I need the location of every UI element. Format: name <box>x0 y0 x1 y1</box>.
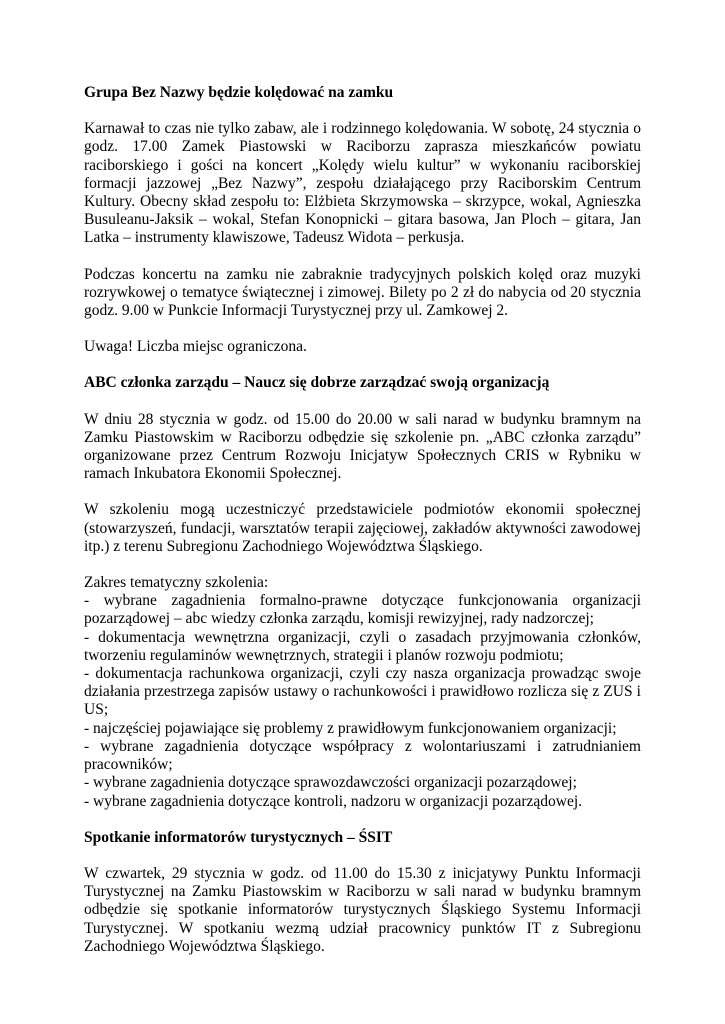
paragraph: Podczas koncertu na zamku nie zabraknie tradycyjnych polskich kolęd oraz muzyki rozrywkowej o tematyce świątecznej i zimowej. Bilety po 2 zł do nabycia od 20 stycznia godz. 9.00 w Punkcie Informacji Turystycznej przy ul. Zamkowej 2. <box>84 265 641 320</box>
section-heading: Grupa Bez Nazwy będzie kolędować na zamku <box>84 84 394 101</box>
list-item: - najczęściej pojawiające się problemy z prawidłowym funkcjonowaniem organizacji; <box>84 719 617 737</box>
section-tourist-info-meeting <box>84 829 641 956</box>
document-page <box>84 84 641 974</box>
paragraph: W czwartek, 29 stycznia w godz. od 11.00 do 15.30 z inicjatywy Punktu Informacji Turystycznej na Zamku Piastowskim w Raciborzu w sali narad w budynku bramnym odbędzie się spotkanie informatorów turystycznych Śląskiego Systemu Informacji Turystycznej. W spotkaniu wezmą udział pracownicy punktów IT z Subregionu Zachodniego Województwa Śląskiego. <box>84 864 641 955</box>
paragraph: W dniu 28 stycznia w godz. od 15.00 do 20.00 w sali narad w budynku bramnym na Zamku Piastowskim w Raciborzu odbędzie się szkolenie pn. „ABC członka zarządu” organizowane przez Centrum Rozwoju Inicjatyw Społecznych CRIS w Rybniku w ramach Inkubatora Ekonomii Społecznej. <box>84 410 641 483</box>
list-item: - wybrane zagadnienia formalno-prawne dotyczące funkcjonowania organizacji pozarządowej – abc wiedzy członka zarządu, komisji rewizyjnej, rady nadzorczej; <box>84 592 641 628</box>
list-item: - dokumentacja rachunkowa organizacji, czyli czy nasza organizacja prowadząc swoje działania przestrzega zapisów ustawy o rachunkowości i prawidłowo rozlicza się z ZUS i US; <box>84 665 641 719</box>
paragraph: W szkoleniu mogą uczestniczyć przedstawiciele podmiotów ekonomii społecznej (stowarzyszeń, fundacji, warsztatów terapii zajęciowej, zakładów aktywności zawodowej itp.) z terenu Subregionu Zachodniego Województwa Śląskiego. <box>84 501 641 555</box>
section-heading: Spotkanie informatorów turystycznych – ŚSIT <box>84 828 393 846</box>
section-concert <box>84 84 641 356</box>
list-item: - wybrane zagadnienia dotyczące sprawozdawczości organizacji pozarządowej; <box>84 774 577 792</box>
list-item: - wybrane zagadnienia dotyczące współpracy z wolontariuszami i zatrudnianiem pracowników; <box>84 737 641 774</box>
section-heading: ABC członka zarządu – Naucz się dobrze zarządzać swoją organizacją <box>84 374 550 392</box>
section-training <box>84 374 641 810</box>
paragraph: Uwaga! Liczba miejsc ograniczona. <box>84 338 307 356</box>
topics-list <box>84 574 641 811</box>
list-item: - dokumentacja wewnętrzna organizacji, czyli o zasadach przyjmowania członków, tworzeniu regulaminów wewnętrznych, strategii i planów rozwoju podmiotu; <box>84 628 641 664</box>
list-item: - wybrane zagadnienia dotyczące kontroli, nadzoru w organizacji pozarządowej. <box>84 792 583 810</box>
paragraph: Karnawał to czas nie tylko zabaw, ale i rodzinnego kolędowania. W sobotę, 24 stycznia o godz. 17.00 Zamek Piastowski w Raciborzu zaprasza mieszkańców powiatu raciborskiego i gości na koncert „Kolędy wielu kultur” w wykonaniu raciborskiej formacji jazzowej „Bez Nazwy”, zespołu działającego przy Raciborskim Centrum Kultury. Obecny skład zespołu to: Elżbieta Skrzymowska – skrzypce, wokal, Agnieszka Busuleanu-Jaksik – wokal, Stefan Konopnicki – gitara basowa, Jan Ploch – gitara, Jan Latka – instrumenty klawiszowe, Tadeusz Widota – perkusja. <box>84 120 641 247</box>
list-intro: Zakres tematyczny szkolenia: <box>84 574 269 592</box>
